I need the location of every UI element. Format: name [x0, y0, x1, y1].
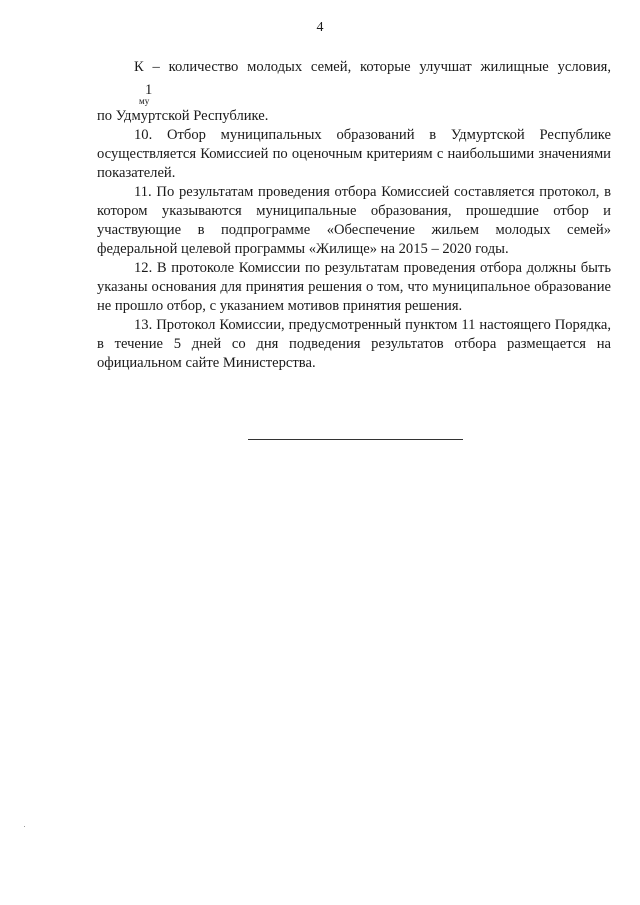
paragraph-10: 10. Отбор муниципальных образований в Удмуртской Республике осуществляется Комиссией по оценочным критериям с наибольшими значениями показателей. [97, 127, 611, 181]
formula-subscript [97, 77, 611, 107]
subscript-index: му [139, 96, 150, 106]
subscript-number: 1 [145, 82, 153, 98]
scan-artifact [24, 826, 25, 827]
paragraph-12: 12. В протоколе Комиссии по результатам проведения отбора должны быть указаны основания для принятия решения о том, что муниципальное образование не прошло отбор, с указанием мотивов принятия решения. [97, 260, 611, 314]
formula-continuation: по Удмуртской Республике. [97, 108, 269, 124]
formula-definition: К – количество молодых семей, которые улучшат жилищные условия, [134, 59, 611, 75]
paragraph-13: 13. Протокол Комиссии, предусмотренный пунктом 11 настоящего Порядка, в течение 5 дней со дня подведения результатов отбора размещается на официальном сайте Министерства. [97, 317, 611, 371]
page-number: 4 [316, 20, 324, 35]
document-body [97, 58, 611, 373]
end-divider-line [248, 439, 463, 440]
paragraph-11: 11. По результатам проведения отбора Комиссией составляется протокол, в котором указываются муниципальные образования, прошедшие отбор и участвующие в подпрограмме «Обеспечение жильем молодых семей» федеральной целевой программы «Жилище» на 2015 – 2020 годы. [97, 184, 611, 257]
